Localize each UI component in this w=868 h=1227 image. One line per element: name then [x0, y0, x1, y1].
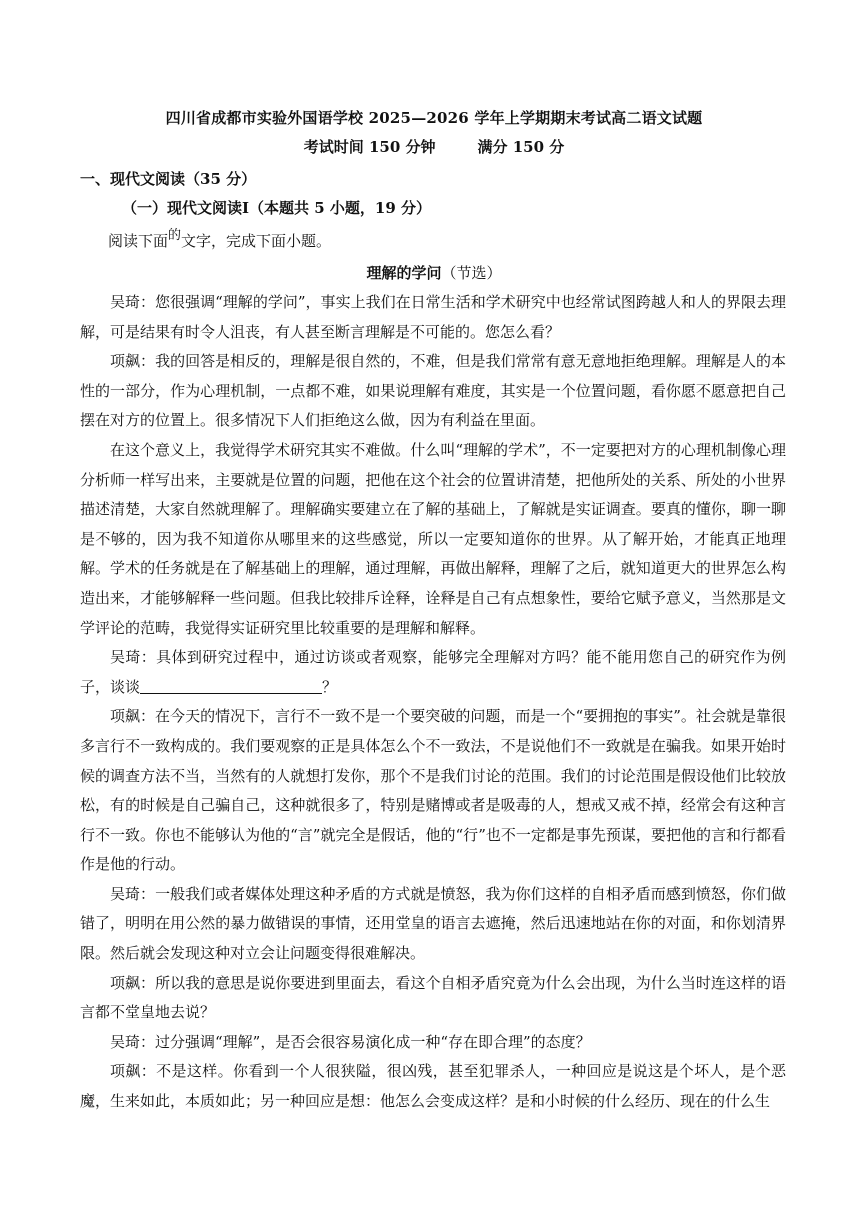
paragraph: 项飙：在今天的情况下，言行不一致不是一个要突破的问题，而是一个“要拥抱的事实”。社会就是靠很多言行不一致构成的。我们要观察的正是具体怎么个不一致法，不是说他们不一致就是在骗我。如果开始时候的调查方法不当，当然有的人就想打发你，那个不是我们讨论的范围。我们的讨论范围是假设他们比较放松，有的时候是自己骗自己，这种就很多了，特别是赌博或者是吸毒的人，想戒又戒不掉，经常会有这种言行不一致。你也不能够认为他的“言”就完全是假话，他的“行”也不一定都是事先预谋，要把他的言和行都看作是他的行动。 [80, 707, 786, 874]
paragraph-text: 吴琦：具体到研究过程中，通过访谈或者观察，能够完全理解对方吗？能不能用您自己的研究作为例子，谈谈 [80, 648, 786, 696]
subsection-heading: （一）现代文阅读Ⅰ（本题共 5 小题，19 分） [122, 199, 431, 217]
exam-time: 考试时间 150 分钟 [303, 138, 436, 156]
paragraph: 项飙：我的回答是相反的，理解是很自然的，不难，但是我们常常有意无意地拒绝理解。理解是人的本性的一部分，作为心理机制，一点都不难，如果说理解有难度，其实是一个位置问题，看你愿不愿意把自己摆在对方的位置上。很多情况下人们拒绝这么做，因为有利益在里面。 [80, 352, 786, 430]
instruction-text-sup: 的 [168, 228, 182, 243]
instruction-text-pre: 阅读下面 [108, 232, 169, 250]
passage-body [80, 288, 786, 1117]
paragraph: 项飙：不是这样。你看到一个人很狭隘，很凶残，甚至犯罪杀人，一种回应是说这是个坏人，是个恶魔，生来如此，本质如此；另一种回应是想：他怎么会变成这样？是和小时候的什么经历、现在的什么生 [80, 1062, 786, 1111]
instruction-text-post: 文字，完成下面小题。 [181, 232, 332, 250]
paragraph [80, 643, 786, 702]
exam-info [0, 136, 868, 157]
section-heading: 一、现代文阅读（35 分） [80, 170, 257, 188]
paragraph: 吴琦：过分强调“理解”，是否会很容易演化成一种“存在即合理”的态度？ [110, 1032, 591, 1051]
passage-title-note: （节选） [441, 264, 502, 282]
passage-title [0, 262, 868, 283]
fill-in-blank[interactable] [140, 679, 322, 694]
paragraph-text-end: ？ [322, 677, 338, 696]
reading-instruction [108, 230, 331, 251]
paragraph: 吴琦：您很强调“理解的学问”，事实上我们在日常生活和学术研究中也经常试图跨越人和人的界限去理解，可是结果有时令人沮丧，有人甚至断言理解是不可能的。您怎么看？ [80, 293, 786, 341]
exam-score: 满分 150 分 [477, 138, 565, 156]
paragraph: 在这个意义上，我觉得学术研究其实不难做。什么叫“理解的学术”，不一定要把对方的心理机制像心理分析师一样写出来，主要就是位置的问题，把他在这个社会的位置讲清楚，把他所处的关系、所处的小世界描述清楚，大家自然就理解了。理解确实要建立在了解的基础上，了解就是实证调查。要真的懂你，聊一聊是不够的，因为我不知道你从哪里来的这些感觉，所以一定要知道你的世界。从了解开始，才能真正地理解。学术的任务就是在了解基础上的理解，通过理解，再做出解释，理解了之后，就知道更大的世界怎么构造出来，才能够解释一些问题。但我比较排斥诠释，诠释是自己有点想象性，要给它赋予意义，当然那是文学评论的范畴，我觉得实证研究里比较重要的是理解和解释。 [80, 440, 786, 637]
paragraph: 吴琦：一般我们或者媒体处理这种矛盾的方式就是愤怒，我为你们这样的自相矛盾而感到愤怒，你们做错了，明明在用公然的暴力做错误的事情，还用堂皇的语言去遮掩，然后迅速地站在你的对面，和你划清界限。然后就会发现这种对立会让问题变得很难解决。 [80, 884, 786, 963]
paragraph: 项飙：所以我的意思是说你要进到里面去，看这个自相矛盾究竟为什么会出现，为什么当时连这样的语言都不堂皇地去说？ [80, 973, 786, 1022]
exam-title: 四川省成都市实验外国语学校 2025—2026 学年上学期期末考试高二语文试题 [165, 109, 703, 127]
passage-title-main: 理解的学问 [366, 264, 442, 282]
